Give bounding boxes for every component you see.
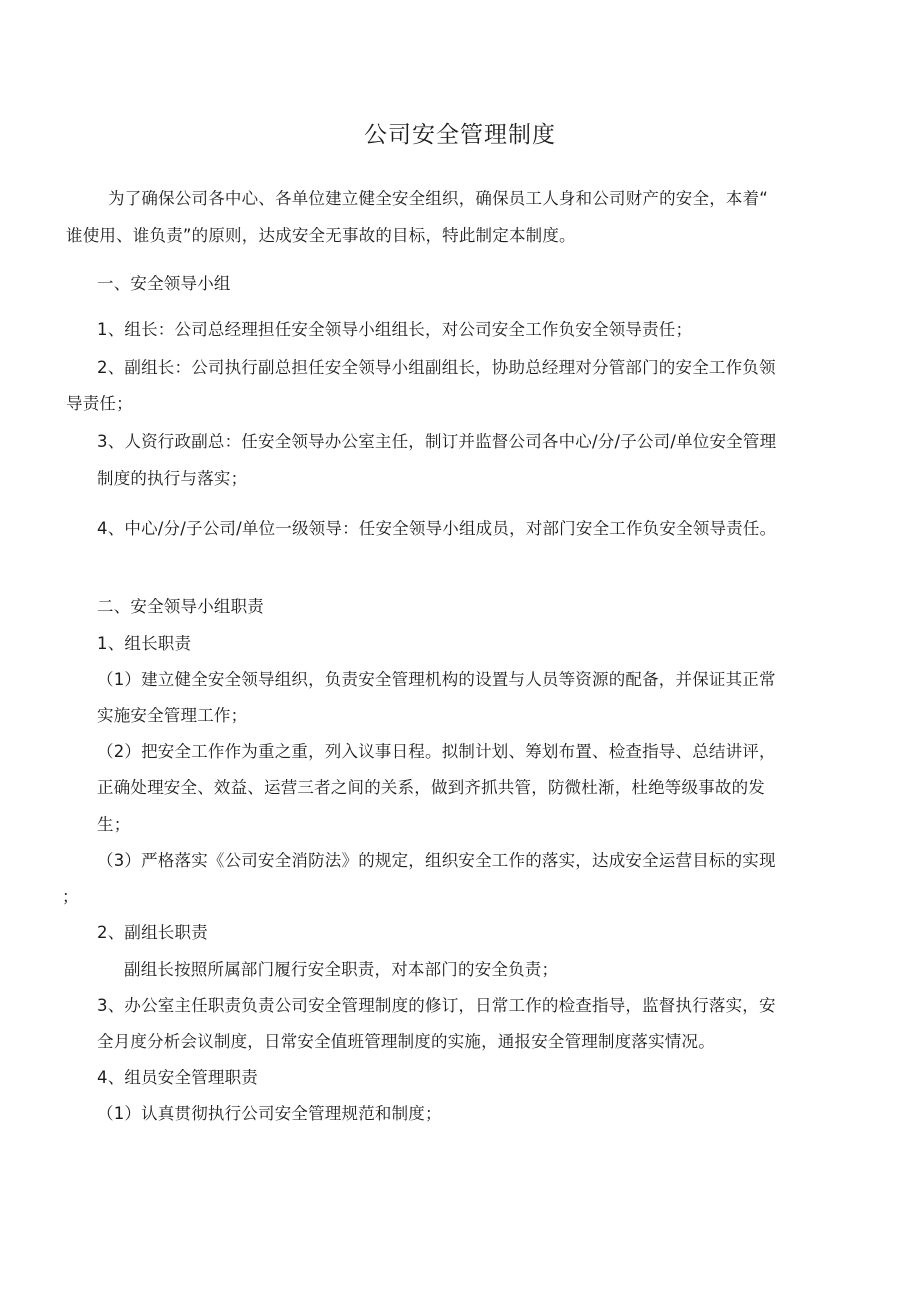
office-duties-line-2: 全月度分析会议制度，日常安全值班管理制度的实施，通报安全管理制度落实情况。 xyxy=(97,1032,715,1051)
member-duties-title: 4、组员安全管理职责 xyxy=(97,1068,258,1087)
sec1-item-2-line-2: 导责任； xyxy=(66,394,133,413)
section-2-heading: 二、安全领导小组职责 xyxy=(97,597,264,616)
document-title: 公司安全管理制度 xyxy=(364,122,556,148)
intro-line-1: 为了确保公司各中心、各单位建立健全安全组织，确保员工人身和公司财产的安全，本着“ xyxy=(108,189,769,208)
sec1-item-3-line-2: 制度的执行与落实； xyxy=(97,469,248,488)
section-1-heading: 一、安全领导小组 xyxy=(97,274,231,293)
deputy-duties-title: 2、副组长职责 xyxy=(97,923,208,942)
sec1-item-1: 1、组长：公司总经理担任安全领导小组组长，对公司安全工作负安全领导责任； xyxy=(97,320,693,339)
sec1-item-3-line-1: 3、人资行政副总：任安全领导办公室主任，制订并监督公司各中心/分/子公司/单位安全管理 xyxy=(97,432,777,451)
office-duties-line-1: 3、办公室主任职责负责公司安全管理制度的修订，日常工作的检查指导，监督执行落实，安 xyxy=(97,996,776,1015)
leader-item-2-line-2: 正确处理安全、效益、运营三者之间的关系，做到齐抓共管，防微杜渐，杜绝等级事故的发 xyxy=(97,778,765,797)
leader-item-2-line-3: 生； xyxy=(97,815,131,834)
deputy-duties-text: 副组长按照所属部门履行安全职责，对本部门的安全负责； xyxy=(124,960,559,979)
leader-item-3-line-2: ； xyxy=(62,887,79,906)
leader-item-2-line-1: （2）把安全工作作为重之重，列入议事日程。拟制计划、筹划布置、检查指导、总结讲评， xyxy=(97,742,776,761)
sec1-item-2-line-1: 2、副组长：公司执行副总担任安全领导小组副组长，协助总经理对分管部门的安全工作负领 xyxy=(97,358,776,377)
leader-item-3-line-1: （3）严格落实《公司安全消防法》的规定，组织安全工作的落实，达成安全运营目标的实现 xyxy=(97,851,776,870)
leader-item-1-line-2: 实施安全管理工作； xyxy=(97,706,248,725)
sec1-item-4: 4、中心/分/子公司/单位一级领导：任安全领导小组成员，对部门安全工作负安全领导责任。 xyxy=(97,519,777,538)
intro-line-2: 谁使用、谁负责”的原则，达成安全无事故的目标，特此制定本制度。 xyxy=(66,226,576,245)
leader-item-1-line-1: （1）建立健全安全领导组织，负责安全管理机构的设置与人员等资源的配备，并保证其正常 xyxy=(97,670,776,689)
member-item-1: （1）认真贯彻执行公司安全管理规范和制度； xyxy=(97,1104,442,1123)
leader-duties-title: 1、组长职责 xyxy=(97,634,192,653)
